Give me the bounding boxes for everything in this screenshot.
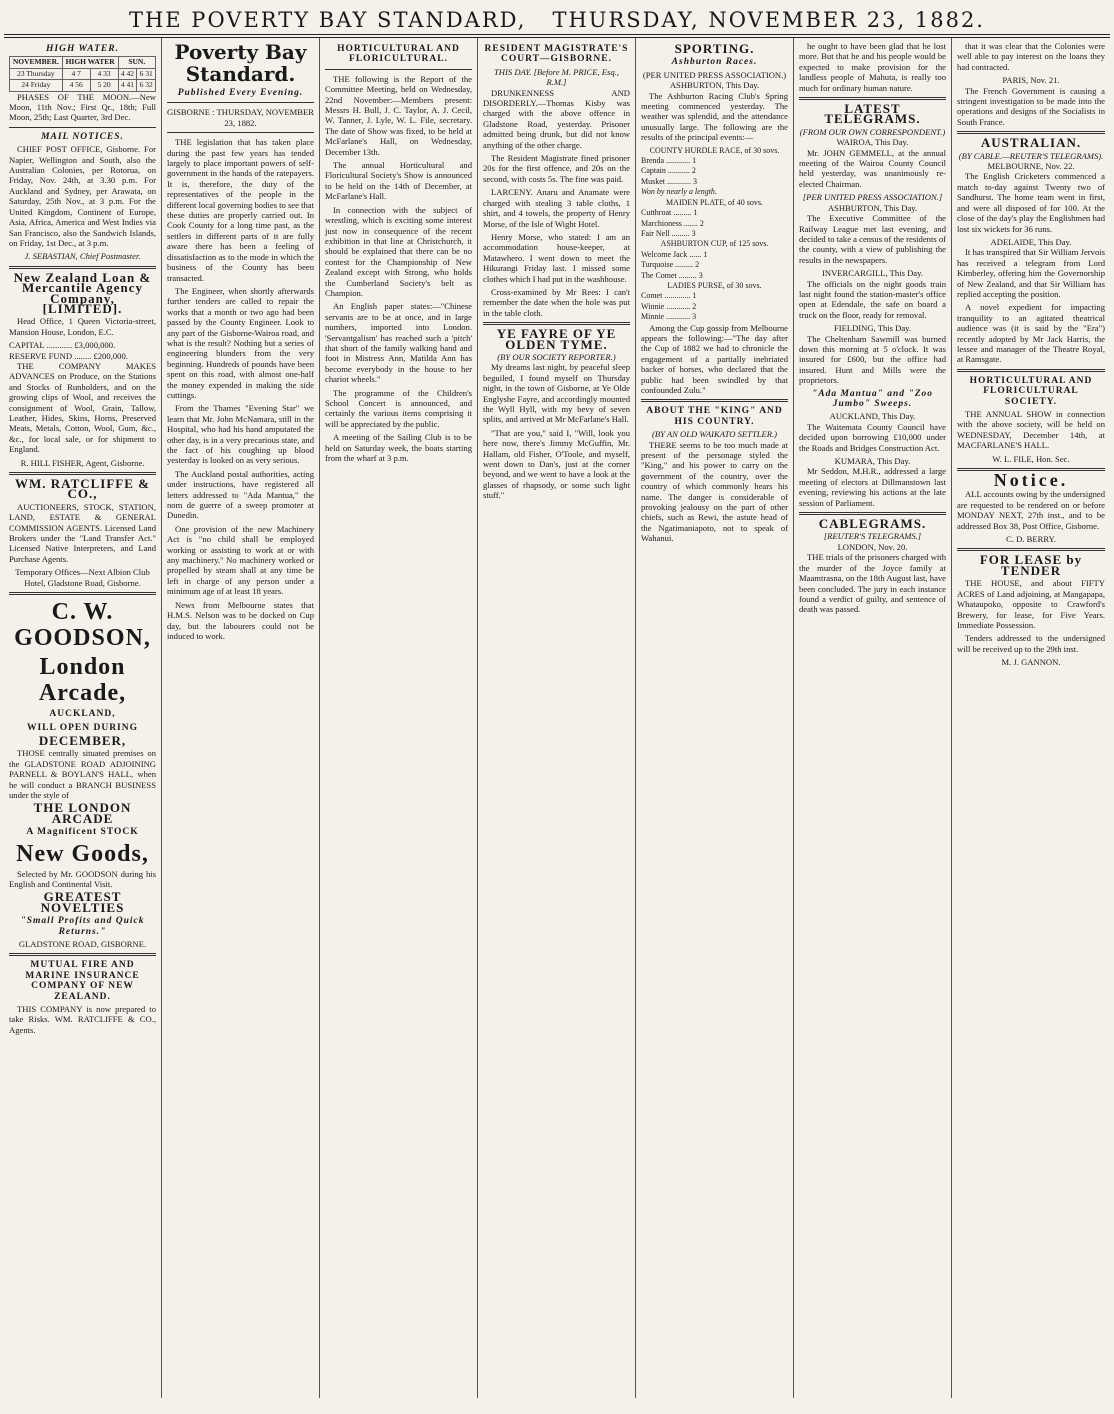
loan-office: Head Office, 1 Queen Victoria-street, Mansion House, London, E.C. <box>9 316 156 337</box>
tide-head: HIGH WATER <box>62 57 118 68</box>
race-row: Musket ............ 3 <box>641 176 697 186</box>
race-2-title: MAIDEN PLATE, of 40 sovs. <box>666 197 763 207</box>
hort-3: In connection with the subject of wrestling, which is exciting some interest just now in consequence of the recent exhibition in that line at Christchurch, it should be explained that there can be no contest for the Championship of New Zealand except with Strong, who holds the Cumberland Society's belt as Champion. <box>325 204 472 298</box>
mail-sign: J. SEBASTIAN, Chief Postmaster. <box>24 251 141 262</box>
agency: [PER UNITED PRESS ASSOCIATION.] <box>802 192 943 203</box>
column-6 <box>794 38 952 1398</box>
column-1 <box>4 38 162 1398</box>
ratcliffe-office: Temporary Offices—Next Albion Club Hotel, Gladstone Road, Gisborne. <box>15 567 150 588</box>
lease-title: FOR LEASE by TENDER <box>979 552 1083 578</box>
cont-text: he ought to have been glad that he lost more. But that he and his people would be expected to make provision for the landless people of Mahuta, is really too much for ordinary human nature. <box>799 41 946 93</box>
arcade-name: THE LONDON ARCADE <box>33 800 132 826</box>
court-sub: THIS DAY. [Before M. PRICE, Esq., R.M.] <box>494 66 619 88</box>
horticultural-title: HORTICULTURAL AND FLORICULTURAL. <box>337 44 460 65</box>
ada-title: "Ada Mantua" and "Zoo Jumbo" Sweeps. <box>811 388 934 409</box>
tide-head: SUN. <box>118 57 155 68</box>
mail-title: MAIL NOTICES. <box>41 131 124 142</box>
arcade-tail: Selected by Mr. GOODSON during his English and Continental Visit. <box>9 868 156 889</box>
loan-capital: CAPITAL ............ £3,000,000. <box>9 340 116 351</box>
table-cell: 24 Friday <box>10 80 63 91</box>
hort-6: A meeting of the Sailing Club is to be held on Saturday week, the boats starting from the wharf at 3 p.m. <box>325 432 472 464</box>
race-row: The Comet ......... 3 <box>641 270 703 280</box>
field-place: FIELDING, This Day. <box>833 323 912 334</box>
motto: "Small Profits and Quick Returns." <box>20 916 145 937</box>
race-note: Won by nearly a length. <box>641 187 717 197</box>
newspaper-page <box>4 4 1110 1406</box>
race-row: Cutthroat ......... 1 <box>641 208 698 218</box>
tide-table <box>9 56 156 91</box>
cable-title: CABLEGRAMS. <box>818 516 927 532</box>
sport-1: The Ashburton Racing Club's Spring meeting commenced yesterday. The weather was splendid, and the attendance unusually large. The following are the results of the principal events:— <box>641 90 788 143</box>
hort-5: The programme of the Children's School Concert is announced, and certainly the various items comprising it will be appreciated by the public. <box>325 387 472 429</box>
column-4 <box>478 38 636 1398</box>
australian-title: AUSTRALIAN. <box>980 135 1082 151</box>
australian-sub: (BY CABLE.—REUTER'S TELEGRAMS). <box>958 150 1104 161</box>
column-2 <box>162 38 320 1398</box>
arcade-title: London Arcade, <box>38 654 127 707</box>
king-title: ABOUT THE "KING" AND HIS COUNTRY. <box>646 406 783 427</box>
mel-place: MELBOURNE, Nov. 22. <box>987 161 1075 172</box>
editorial-2: The Engineer, when shortly afterwards further tenders are called to repair the works that a month or two ago had been passed by the County Engineer. Look to any part of the Gisborne-Wairoa road, and what is the result? Nothing but a series of engineering blunders from the very beginning. Hundreds of pounds have been spent on this road, with almost one-half the money expended in making the side cuttings. <box>167 285 314 400</box>
court-title: RESIDENT MAGISTRATE'S COURT—GISBORNE. <box>484 44 629 65</box>
lease-text: THE HOUSE, and about FIFTY ACRES of Land adjoining, at Mangapapa, Whataupoko, opposite to Crawford's Brewery, for lease, for Five Years. Immediate Possession. <box>957 578 1105 630</box>
hort-2: The annual Horticultural and Floricultural Society's Show is announced to be held on the 14th of December, at McFarlane's Hall. <box>325 160 472 202</box>
column-7 <box>952 38 1110 1398</box>
wairoa-text: Mr. JOHN GEMMELL, at the annual meeting of the Wairoa County Council held yesterday, was unanimously re-elected Chairman. <box>799 147 946 189</box>
auck-text: The Waitemata County Council have decided upon borrowing £10,000 under the Roads and Bridges Construction Act. <box>799 421 946 453</box>
column-5 <box>636 38 794 1398</box>
race-row: Winnie ............ 2 <box>641 301 697 311</box>
table-cell: 4 41 <box>118 80 137 91</box>
race-1-title: COUNTY HURDLE RACE, of 30 sovs. <box>649 145 780 155</box>
notice-sign: C. D. BERRY. <box>1006 534 1056 545</box>
ye-fayre-sub: (BY OUR SOCIETY REPORTER.) <box>497 351 616 362</box>
editorial-5: One provision of the new Machinery Act is "no child shall be employed working or assisting to work at or with any machinery." No machinery worked or propelled by steam shall at any time be left in charge of any person under a minimum age of at least 18 years. <box>167 523 314 597</box>
lease-tail: Tenders addressed to the undersigned will be received up to the 29th inst. <box>957 633 1105 654</box>
place: ASHBURTON, This Day. <box>669 80 760 91</box>
london-text: THE trials of the prisoners charged with the murder of the Joyce family at Maamtrasna, on the 18th August last, have been concluded. The jury in each instance found a verdict of guilty, and sentence of death was passed. <box>799 552 946 615</box>
paris-text: The French Government is causing a stringent investigation to be made into the operations and designs of the Socialists in South France. <box>957 85 1105 127</box>
table-cell: 4 42 <box>118 68 137 79</box>
adel-place: ADELAIDE, This Day. <box>990 236 1072 247</box>
ye-fayre-1: My dreams last night, by peaceful sleep beguiled, I found myself on Thursday night, in the town of Gisborne, at Ye Olde Englyshe Fayre, and accordingly mounted the Wyll Hyll, with my bevy of seven splits, and arrived at Mr McFarlane's Hall. <box>483 362 630 425</box>
race-4-title: LADIES PURSE, of 30 sovs. <box>667 280 762 290</box>
column-3 <box>320 38 478 1398</box>
table-row <box>10 68 156 79</box>
arcade-city: AUCKLAND, <box>49 709 116 720</box>
table-cell: 23 Thursday <box>10 68 63 79</box>
masthead <box>4 4 1110 35</box>
inv-place: INVERCARGILL, This Day. <box>822 268 923 279</box>
ye-fayre-title: YE FAYRE OF YE OLDEN TYME. <box>496 326 617 352</box>
mutual-title: MUTUAL FIRE AND MARINE INSURANCE COMPANY OF NEW ZEALAND. <box>25 960 140 1002</box>
editorial-1: THE legislation that has taken place during the past few years has tended largely to place important powers of self-government in the hands of the ratepayers. It is, therefore, the duty of the representatives of the people in the different local governing bodies to see that these duties are properly carried out. In Cook County for a long time past, as the settlers in different parts of it are fully aware there has been a feeling of dissatisfaction as to the mode in which the business of the County has been transacted. <box>167 137 314 283</box>
table-cell: 6 31 <box>137 68 156 79</box>
court-4: Henry Morse, who stated: I am an accommodation house-keeper, at Matawhero. I went down to meet the Hikurangi Friday last. I missed some clothes which I had put in the washhouse. <box>483 231 630 284</box>
london-place: LONDON, Nov. 20. <box>837 541 908 552</box>
editorial-3: From the Thames "Evening Star" we learn that Mr. John McNamara, still in the Hospital, who had his hand amputated the other day, is in a very precarious state, and the fact of his coughing up blood yesterday is looked on as very serious. <box>167 403 314 466</box>
mail-text: CHIEF POST OFFICE, Gisborne. For Napier, Wellington and South, also the Australian Colonies, per Rotorua, on Friday, Nov. 24th, at 3.30 p.m. For Auckland and Sydney, per Arawata, on Saturday, 25th Nov., at 3 p.m. For the United Kingdom, Continent of Europe, Asia, Africa, America and West Indies via San Francisco, also the Sandwich Islands, on Friday, 1st Dec., at 3 p.m. <box>9 144 156 248</box>
editorial-4: The Auckland postal authorities, acting under instructions, have registered all letters addressed to "Ada Mantua," the nom de guerre of a sweep promoter at Dunedin. <box>167 468 314 521</box>
agency: (PER UNITED PRESS ASSOCIATION.) <box>642 69 787 80</box>
race-3-title: ASHBURTON CUP, of 125 sovs. <box>660 239 769 249</box>
lease-sign: M. J. GANNON. <box>1001 657 1061 668</box>
paper-title: Poverty Bay Standard. <box>174 40 307 86</box>
table-cell: 4 56 <box>62 80 90 91</box>
table-cell: 4 7 <box>62 68 90 79</box>
ash-text: The Executive Committee of the Railway League met last evening, and decided to take a census of the residents of the county, with a view of publishing the results in the newspapers. <box>799 213 946 265</box>
table-cell: 5 20 <box>90 80 118 91</box>
table-row <box>10 80 156 91</box>
sporting-sub: Ashburton Races. <box>671 57 758 68</box>
loan-text: THE COMPANY MAKES ADVANCES on Produce, on the Stations and Stocks of Runholders, and on the growing clips of Wool, and receives the consignment of Wool, Grain, Tallow, Leather, Hides, Skins, Horns, Preserved Meats, Metals, Cotton, Wool, Gum, &c., &c., for local sale, or for shipment to England. <box>9 360 156 455</box>
court-2: The Resident Magistrate fined prisoner 20s for the first offence, and 20s on the second, with costs 5s. The fine was paid. <box>483 153 630 184</box>
court-3: LARCENY. Anaru and Anamate were charged with stealing 3 table cloths, 1 shirt, and 4 towels, the property of Henry Morse, of the Isle of Wight Hotel. <box>483 187 630 229</box>
columns <box>4 37 1110 1398</box>
new-goods: New Goods, <box>16 840 149 867</box>
race-row: Captain ........... 2 <box>641 166 696 176</box>
dateline: GISBORNE : THURSDAY, NOVEMBER 23, 1882. <box>167 107 314 128</box>
latest-sub: (FROM OUR OWN CORRESPONDENT.) <box>799 126 946 137</box>
masthead-right: THURSDAY, NOVEMBER 23, 1882. <box>552 8 985 32</box>
editorial-6: News from Melbourne states that H.M.S. Nelson was to be docked on Cup day, but the labourers could not be induced to work. <box>167 599 314 641</box>
misc-text: A novel expedient for impacting tranquility to an agitated theatrical audience was (it is said by the "Era") recently adopted by Mr Jack Harris, the lessee and manager of the Theatre Royal, at Ramsgate. <box>957 302 1105 365</box>
tide-head: NOVEMBER. <box>10 57 63 68</box>
moon-phases: PHASES OF THE MOON.—New Moon, 11th Nov.; First Qr., 18th; Full Moon, 25th; Last Quarter, 3rd Dec. <box>9 91 156 123</box>
notice-title: Notice. <box>993 470 1069 491</box>
ratcliffe-title: WM. RATCLIFFE & CO., <box>14 476 150 502</box>
sport-2: Among the Cup gossip from Melbourne appears the following:—"The day after the Cup of 1882 we had to chronicle the engagement of a partially inebriated backer of horses, who declared that the public had been swindled by that confounded Zulu." <box>641 322 788 395</box>
table-cell: 6 32 <box>137 80 156 91</box>
masthead-left: THE POVERTY BAY STANDARD, <box>128 8 527 32</box>
field-text: The Cheltenham Sawmill was burned down this morning at 5 o'clock. It was insured for £600, but the office had insured. Hunt and Mills were the proprietors. <box>799 333 946 386</box>
kumara-place: KUMARA, This Day. <box>834 456 911 467</box>
published: Published Every Evening. <box>177 88 304 98</box>
king-1: THERE seems to be too much made at present of the personage styled the "King," and his power to carry on the government of the country, over the country of which commonly hears his name. The danger is considerable of provoking jealousy on the part of other chiefs, such as Rewi, the astute head of the Ngatimaniapoto, not to speak of Wahanui. <box>641 439 788 544</box>
ye-fayre-2: "That are you," said I, "Will, look you here now, there's Jimmy McGuffin, Mr. Hallam, old Fisher, O'Toole, and myself, went down to Dan's, just at the corner beyond, and we went to have a look at the glasses of rhapsody, or some such light stuff." <box>483 427 630 501</box>
race-row: Welcome Jack ...... 1 <box>641 249 708 259</box>
race-row: Fair Nell ......... 3 <box>641 228 696 238</box>
race-row: Minnie ............ 3 <box>641 312 697 322</box>
court-1: DRUNKENNESS AND DISORDERLY.—Thomas Kisby was charged with the above offence in Gladstone Road, yesterday. Prisoner admitted being drunk, but did not know anything of the other charge. <box>483 87 630 150</box>
hort-1: THE following is the Report of the Committee Meeting, held on Wednesday, 22nd November:—Members present: Messrs H. Bull, J. C. Taylor, A. J. Cecil, W. Tanner, J. Lyle, W. L. File, secretary. The date of Show was fixed, to be held at McFarlane's Hall, on Wednesday, December 13th. <box>325 73 472 157</box>
greatest-novelties: GREATEST NOVELTIES <box>40 889 125 915</box>
latest-title: LATEST TELEGRAMS. <box>824 101 921 127</box>
hort-ad-text: THE ANNUAL SHOW in connection with the above society, will be held on WEDNESDAY, December 14th, at MACFARLANE'S HALL. <box>957 409 1105 451</box>
table-cell: 4 33 <box>90 68 118 79</box>
loan-title: New Zealand Loan & Mercantile Agency Company, [LIMITED]. <box>13 269 152 316</box>
mel-text: The English Cricketers commenced a match to-day against Twenty two of Sandhurst. The home team went in first, and were all disposed of for 100. At the close of the day's play the Englishmen had lost six wickets for 36 runs. <box>957 171 1105 234</box>
race-row: Marchioness ....... 2 <box>641 218 704 228</box>
notice-text: ALL accounts owing by the undersigned are requested to be rendered on or before MONDAY NEXT, 27th inst., and to be addressed Box 38, Post Office, Gisborne. <box>957 489 1105 531</box>
arcade-stock: A Magnificent STOCK <box>26 827 139 838</box>
loan-reserve: RESERVE FUND ........ £200,000. <box>9 350 128 361</box>
sporting-title: SPORTING. <box>674 41 755 56</box>
race-row: Turquoise ......... 2 <box>641 260 700 270</box>
hort-ad-title: HORTICULTURAL AND FLORICULTURAL SOCIETY. <box>969 375 1093 407</box>
arcade-open: WILL OPEN DURING <box>26 722 138 733</box>
paris-place: PARIS, Nov. 21. <box>1002 75 1060 86</box>
hort-ad-sign: W. L. FILE, Hon. Sec. <box>992 453 1070 464</box>
race-row: Comet ............. 1 <box>641 291 697 301</box>
race-row: Brenda ............ 1 <box>641 156 697 166</box>
ratcliffe-text: AUCTIONEERS, STOCK, STATION, LAND, ESTATE & GENERAL COMMISSION AGENTS. Licensed Land Brokers under the "Land Transfer Act." Licensed Native Interpreters, and Land Purchase Agents. <box>9 501 156 564</box>
kumara-text: Mr Seddon, M.H.R., addressed a large meeting of electors at Dillmanstown last evening, reviewing his actions at the late session of Parliament. <box>799 466 946 508</box>
king-sub: (BY AN OLD WAIKATO SETTLER.) <box>651 429 778 440</box>
address: GLADSTONE ROAD, GISBORNE. <box>18 939 147 949</box>
cont-text: that it was clear that the Colonies were well able to pay interest on the loans they had contracted. <box>957 41 1105 72</box>
goodson-title: C. W. GOODSON, <box>14 599 151 652</box>
cable-sub: [REUTER'S TELEGRAMS.] <box>823 531 922 542</box>
court-5: Cross-examined by Mr Rees: I can't remember the date when the hole was put in the table cloth. <box>483 286 630 318</box>
mutual-text: THIS COMPANY is now prepared to take Risks. WM. RATCLIFFE & CO., Agents. <box>9 1004 156 1035</box>
inv-text: The officials on the night goods train last night found the station-master's office open at Edendale, the safe on board a truck on the floor, ready for removal. <box>799 278 946 320</box>
arcade-text: THOSE centrally situated premises on the GLADSTONE ROAD ADJOINING PARNELL & BOYLAN'S HALL, when he will conduct a BRANCH BUSINESS under the style of <box>9 748 156 800</box>
hort-4: An English paper states:—"Chinese servants are to be at once, and in large numbers, imported into London. 'Servantgalism' has reached such a 'pitch' that short of the family walking hand and foot in Mistress Ann, Matilda Ann has become everybody in the house to her chariot wheels." <box>325 301 472 385</box>
auck-place: AUCKLAND, This Day. <box>829 411 916 422</box>
adel-text: It has transpired that Sir William Jervois has received a telegram from Lord Kimberley, offering him the Governorship of New Zealand, and that Sir William has replied accepting the position. <box>957 247 1105 299</box>
loan-sign: R. HILL FISHER, Agent, Gisborne. <box>20 457 145 468</box>
arcade-month: DECEMBER, <box>38 732 127 748</box>
tide-title: HIGH WATER. <box>46 44 119 54</box>
ash-place: ASHBURTON, This Day. <box>827 202 918 213</box>
wairoa-place: WAIROA, This Day. <box>836 137 909 148</box>
